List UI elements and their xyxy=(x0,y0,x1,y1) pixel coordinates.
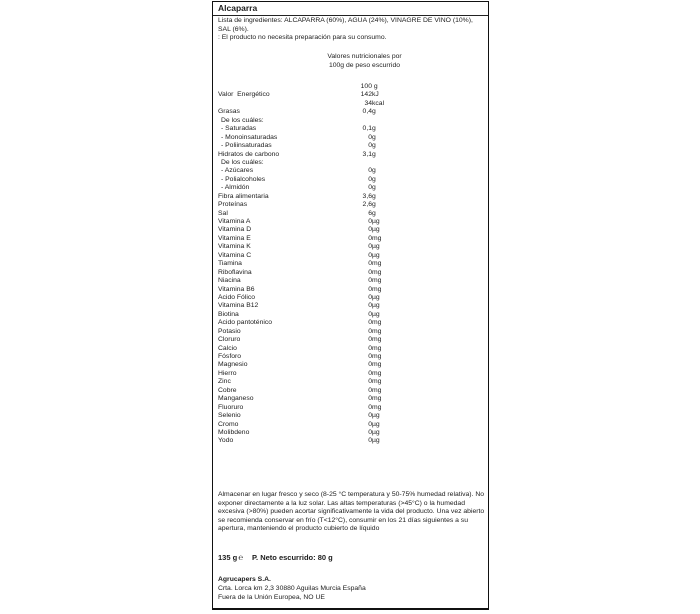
nutrient-label: De los cuáles: xyxy=(221,116,264,124)
nutrient-label: Proteínas xyxy=(218,201,248,209)
producer-origin: Fuera de la Unión Europea, NO UE xyxy=(218,593,325,601)
nutrient-label: Sal xyxy=(218,209,228,217)
nutrient-label: Vitamina D xyxy=(218,226,252,234)
nutrition-row xyxy=(218,277,484,285)
drained-weight: P. Neto escurrido: 80 g xyxy=(252,553,333,562)
nutrient-value-number: 142 xyxy=(360,91,372,99)
nutrient-label: Fósforo xyxy=(218,353,242,360)
nutrition-row xyxy=(218,412,484,420)
nutrient-value-number: 0 xyxy=(368,285,372,293)
gross-weight: 135 g xyxy=(218,553,238,562)
nutrient-value-number: 0 xyxy=(368,277,372,285)
nutrient-label: Molibdeno xyxy=(218,428,250,436)
nutrient-label: Vitamina E xyxy=(218,234,251,242)
nutrient-value-unit: g xyxy=(372,167,376,175)
nutrient-value-unit: g xyxy=(372,150,376,158)
nutrient-value-unit: mg xyxy=(372,260,382,268)
nutrition-row xyxy=(218,269,484,277)
nutrient-label: Vitamina B12 xyxy=(218,302,259,310)
nutrient-value-number: 0 xyxy=(368,319,372,327)
nutrient-value-unit: mg xyxy=(372,378,382,386)
nutrient-value-unit: g xyxy=(372,108,376,116)
storage-instructions: Almacenar en lugar fresco y seco (8-25 °C temperatura y 50-75% humedad relativa). No exponer directamente a la luz solar. Las altas temperaturas (>45°C) o la humedad excesiva (>80%) pueden acortar significativamente la vida del producto. Una vez abierto se recomienda conservar en frío (T<12°C), consumir en los 21 días siguientes a su apertura, manteniendo el producto cubierto de líquido xyxy=(218,491,485,533)
nutrient-value-number: 0 xyxy=(368,142,372,150)
nutrient-value-unit: g xyxy=(372,125,376,133)
nutrition-row xyxy=(218,159,484,167)
nutrient-value-number: 2,6 xyxy=(362,201,372,209)
ingredients-text: Lista de ingredientes: ALCAPARRA (60%), AGUA (24%), VINAGRE DE VINO (10%), SAL (6%). xyxy=(218,17,473,33)
nutrient-value-number: 0 xyxy=(368,167,372,175)
nutrient-value-unit: µg xyxy=(372,302,380,310)
nutrient-value-number: 0 xyxy=(368,310,372,318)
nutrient-value-unit: mg xyxy=(372,369,382,377)
nutrient-value-unit: g xyxy=(372,209,376,217)
nutrition-row xyxy=(218,387,484,395)
nutrient-value-unit: mg xyxy=(372,285,382,293)
nutrient-value-unit: mg xyxy=(372,268,382,276)
nutrient-value-unit: mg xyxy=(372,344,382,352)
nutrient-label: Valor Energético xyxy=(218,91,270,99)
nutrition-row xyxy=(218,395,484,403)
nutrient-value-number: 0 xyxy=(368,336,372,344)
nutrient-value-unit: mg xyxy=(372,277,382,285)
nutrient-label: Zinc xyxy=(218,378,231,386)
nutrient-value-number: 0 xyxy=(368,302,372,310)
nutrient-value-number: 0 xyxy=(368,226,372,234)
nutrient-value-unit: mg xyxy=(372,403,382,411)
nutrition-row xyxy=(218,125,484,133)
nutrition-row xyxy=(218,370,484,378)
nutrient-value-number: 0 xyxy=(368,218,372,225)
nutrient-value-unit: mg xyxy=(372,336,382,344)
nutrient-value-number: 0,1 xyxy=(362,125,372,133)
nutrition-row xyxy=(218,142,484,150)
nutrient-label: - Polialcoholes xyxy=(221,175,266,183)
nutrient-value-number: 0 xyxy=(368,243,372,251)
nutrient-value-number: 0 xyxy=(368,175,372,183)
nutrient-value-unit: mg xyxy=(372,361,382,369)
nutrition-row xyxy=(218,252,484,260)
producer-address: Crta. Lorca km 2,3 30880 Aguilas Murcia España xyxy=(218,584,366,592)
nutrient-value-unit: kJ xyxy=(372,91,379,99)
nutrient-value-unit: µg xyxy=(372,243,380,251)
nutrition-row xyxy=(218,294,484,302)
nutrient-value-number: 0 xyxy=(368,386,372,394)
nutrient-label xyxy=(218,83,346,91)
nutrient-label: Vitamina K xyxy=(218,243,251,251)
net-weight-line xyxy=(218,553,484,563)
nutrition-row xyxy=(218,226,484,234)
nutrient-label: Niacina xyxy=(218,277,241,285)
nutrient-value-number xyxy=(346,159,372,167)
nutrient-value-unit: g xyxy=(372,142,376,150)
nutrient-value-number: 0 xyxy=(368,260,372,268)
nutrient-label: Manganeso xyxy=(218,395,254,403)
nutrient-label: Hidratos de carbono xyxy=(218,150,280,158)
nutrient-value-number: 34 xyxy=(364,99,372,107)
nutrition-row xyxy=(218,328,484,336)
nutrient-value-number: 0 xyxy=(368,251,372,259)
nutrient-value-number: 0 xyxy=(368,369,372,377)
nutrient-value-unit: µg xyxy=(372,218,380,225)
nutrient-label: Magnesio xyxy=(218,361,248,369)
nutrient-value-number: 0 xyxy=(368,268,372,276)
nutrition-table xyxy=(218,83,484,446)
nutrition-row xyxy=(218,437,484,445)
nutrient-label: Riboflavina xyxy=(218,268,252,276)
nutrient-label: Ácido Fólico xyxy=(218,293,256,301)
nutrient-value-unit: g xyxy=(372,201,376,209)
nutrient-value-number: 0,4 xyxy=(362,108,372,116)
nutrient-value-number: 0 xyxy=(368,428,372,436)
product-title: Alcaparra xyxy=(218,3,258,13)
nutrient-label: - Poliinsaturadas xyxy=(221,142,272,150)
nutrition-row xyxy=(218,302,484,310)
nutrient-label: - Azúcares xyxy=(221,167,254,175)
nutrition-row xyxy=(218,210,484,218)
nutrient-label: Potasio xyxy=(218,327,241,335)
nutrition-header-line1: Valores nutricionales por xyxy=(327,53,402,60)
nutrient-value-number: 0 xyxy=(368,420,372,428)
nutrient-value-unit: mg xyxy=(372,234,382,242)
nutrient-label: - Saturadas xyxy=(221,125,257,133)
nutrient-value-unit: g xyxy=(372,133,376,141)
nutrition-row xyxy=(218,404,484,412)
nutrition-row xyxy=(218,108,484,116)
nutrient-value-unit xyxy=(372,117,484,125)
nutrition-row xyxy=(218,311,484,319)
nutrient-value-unit: µg xyxy=(372,226,380,234)
nutrient-value-number: 0 xyxy=(368,403,372,411)
nutrient-label: Vitamina A xyxy=(218,218,251,225)
nutrient-value-unit: mg xyxy=(372,327,382,335)
nutrition-row xyxy=(218,151,484,159)
nutrient-value-unit: µg xyxy=(372,310,380,318)
nutrient-value-unit: mg xyxy=(372,395,382,403)
nutrient-label: Cromo xyxy=(218,420,239,428)
nutrition-row xyxy=(218,421,484,429)
nutrient-value-unit: mg xyxy=(372,319,382,327)
nutrient-value-unit: µg xyxy=(372,251,380,259)
nutrition-row xyxy=(218,201,484,209)
nutrient-value-number: 0 xyxy=(368,327,372,335)
nutrition-row xyxy=(218,286,484,294)
nutrient-value-unit: g xyxy=(372,83,378,90)
nutrient-value-unit: g xyxy=(372,184,376,192)
producer-name: Agrucapers S.A. xyxy=(218,576,271,583)
nutrient-value-number xyxy=(346,117,372,125)
product-label xyxy=(212,1,489,610)
nutrient-label: Yodo xyxy=(218,437,234,445)
nutrition-row xyxy=(218,353,484,361)
nutrient-label: Fluoruro xyxy=(218,403,244,411)
nutrient-value-unit: mg xyxy=(372,353,382,360)
producer-block xyxy=(218,576,484,602)
nutrient-value-unit: µg xyxy=(372,293,380,301)
nutrition-row xyxy=(218,336,484,344)
nutrient-value-number: 100 xyxy=(360,83,372,90)
nutrient-value-number: 6 xyxy=(368,209,372,217)
nutrition-row xyxy=(218,117,484,125)
nutrient-label: Ácido pantoténico xyxy=(218,319,273,327)
nutrition-row xyxy=(218,176,484,184)
nutrient-value-unit: kcal xyxy=(372,99,385,107)
nutrient-label: Calcio xyxy=(218,344,237,352)
nutrition-row xyxy=(218,319,484,327)
nutrition-header xyxy=(213,53,488,71)
nutrient-value-number: 0 xyxy=(368,234,372,242)
nutrition-row xyxy=(218,193,484,201)
nutrient-value-number: 0 xyxy=(368,344,372,352)
nutrient-label: Biotina xyxy=(218,310,239,318)
nutrient-label xyxy=(218,100,346,108)
nutrient-value-number: 0 xyxy=(368,412,372,420)
nutrition-row xyxy=(218,100,484,108)
nutrient-value-unit: µg xyxy=(372,428,380,436)
nutrient-label: Vitamina B6 xyxy=(218,285,255,293)
nutrient-value-number: 0 xyxy=(368,184,372,192)
nutrition-row xyxy=(218,429,484,437)
nutrient-value-number: 3,1 xyxy=(362,150,372,158)
nutrition-header-line2: 100g de peso escurrido xyxy=(328,61,401,69)
preparation-note: : El producto no necesita preparación para su consumo. xyxy=(218,34,387,41)
nutrient-label: Hierro xyxy=(218,369,237,377)
nutrient-value-number: 0 xyxy=(368,361,372,369)
nutrition-row xyxy=(218,378,484,386)
nutrition-row xyxy=(218,345,484,353)
estimated-sign: ℮ xyxy=(238,553,243,562)
title-divider xyxy=(213,15,488,16)
nutrient-label: - Almidón xyxy=(221,184,250,192)
nutrient-value-unit: µg xyxy=(372,412,380,420)
nutrient-value-unit: g xyxy=(372,175,376,183)
nutrient-value-number: 0 xyxy=(368,395,372,403)
nutrition-row xyxy=(218,260,484,268)
nutrient-value-unit: µg xyxy=(372,437,380,445)
nutrition-row xyxy=(218,91,484,99)
nutrition-row xyxy=(218,218,484,226)
nutrient-label: Cobre xyxy=(218,386,237,394)
nutrient-label: Tiamina xyxy=(218,260,242,268)
nutrition-row xyxy=(218,361,484,369)
nutrient-label: Selenio xyxy=(218,412,241,420)
nutrition-row xyxy=(218,243,484,251)
nutrition-row xyxy=(218,134,484,142)
nutrient-value-unit: g xyxy=(372,192,376,200)
nutrient-value-number: 0 xyxy=(368,378,372,386)
nutrient-value-unit: mg xyxy=(372,386,382,394)
nutrition-row xyxy=(218,167,484,175)
nutrient-label: De los cuáles: xyxy=(221,158,264,166)
nutrient-label: Cloruro xyxy=(218,336,241,344)
nutrient-value-number: 3,6 xyxy=(362,192,372,200)
nutrient-value-number: 0 xyxy=(368,133,372,141)
nutrient-value-number: 0 xyxy=(368,353,372,360)
nutrient-label: Vitamina C xyxy=(218,251,252,259)
nutrition-row xyxy=(218,184,484,192)
nutrient-value-unit xyxy=(372,159,484,167)
nutrient-label: Fibra alimentaria xyxy=(218,192,269,200)
nutrient-value-unit: µg xyxy=(372,420,380,428)
nutrient-label: - Monoinsaturadas xyxy=(221,133,278,141)
nutrient-value-number: 0 xyxy=(368,437,372,445)
nutrient-value-number: 0 xyxy=(368,293,372,301)
nutrition-row xyxy=(218,235,484,243)
nutrient-label: Grasas xyxy=(218,108,240,116)
nutrition-row xyxy=(218,83,484,91)
